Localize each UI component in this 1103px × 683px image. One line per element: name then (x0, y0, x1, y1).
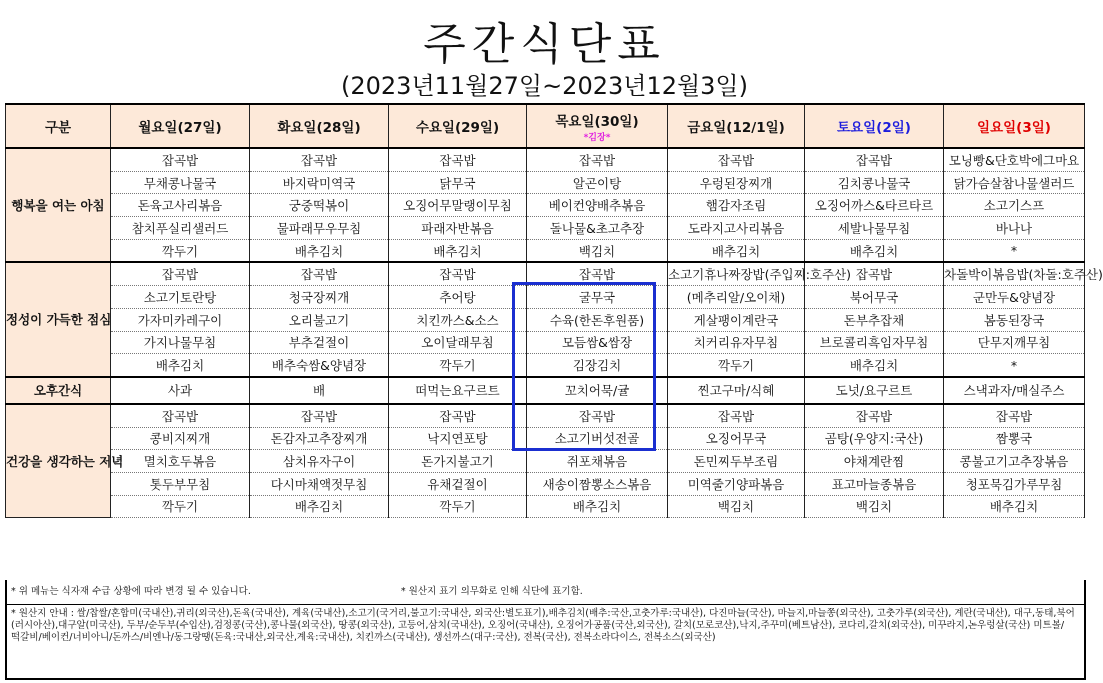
menu-item-dinner-mon: 잡곡밥 (111, 404, 250, 427)
menu-item-lunch-mon: 소고기토란탕 (111, 286, 250, 309)
notes-line1 (7, 580, 1084, 605)
menu-item-breakfast-fri: 도라지고사리볶음 (668, 217, 805, 240)
menu-item-dinner-thu: 잡곡밥 (527, 404, 668, 427)
dinner-row (6, 404, 1085, 427)
menu-item-dinner-thu: 배추김치 (527, 495, 668, 518)
menu-item-lunch-wed: 추어탕 (389, 286, 527, 309)
menu-item-dinner-sun: 배추김치 (944, 495, 1085, 518)
lunch-row (6, 331, 1085, 354)
menu-item-dinner-sat: 잡곡밥 (805, 404, 944, 427)
breakfast-row (6, 239, 1085, 262)
weekly-menu-table (5, 103, 1103, 518)
menu-item-breakfast-fri: 우렁된장찌개 (668, 171, 805, 194)
menu-item-breakfast-sun: 닭가슴살참나물샐러드 (944, 171, 1085, 194)
menu-item-breakfast-thu: 잡곡밥 (527, 148, 668, 171)
menu-item-breakfast-sun: 바나나 (944, 217, 1085, 240)
menu-item-dinner-sun: 잡곡밥 (944, 404, 1085, 427)
menu-item-dinner-thu: 소고기버섯전골 (527, 427, 668, 450)
menu-item-dinner-sat: 야채계란찜 (805, 450, 944, 473)
menu-item-dinner-sat: 백김치 (805, 495, 944, 518)
menu-item-lunch-thu: 모듬쌈&쌈장 (527, 331, 668, 354)
menu-item-breakfast-mon: 잡곡밥 (111, 148, 250, 171)
menu-item-lunch-sun: 군만두&양념장 (944, 286, 1085, 309)
menu-item-breakfast-wed: 파래자반볶음 (389, 217, 527, 240)
dinner-row (6, 450, 1085, 473)
breakfast-row (6, 194, 1085, 217)
menu-item-lunch-wed: 치킨까스&소스 (389, 308, 527, 331)
menu-item-breakfast-sun: 소고기스프 (944, 194, 1085, 217)
menu-item-lunch-sun: 봄동된장국 (944, 308, 1085, 331)
menu-item-dinner-tue: 돈감자고추장찌개 (250, 427, 389, 450)
menu-item-lunch-tue: 잡곡밥 (250, 262, 389, 285)
menu-item-lunch-sat: 잡곡밥 (805, 262, 944, 285)
snack-item-wed: 떠먹는요구르트 (389, 377, 527, 404)
menu-item-dinner-mon: 톳두부무침 (111, 472, 250, 495)
menu-item-lunch-fri: 깍두기 (668, 354, 805, 377)
menu-item-lunch-mon: 잡곡밥 (111, 262, 250, 285)
menu-item-breakfast-sat: 오징어까스&타르타르 (805, 194, 944, 217)
menu-item-breakfast-fri: 햄감자조림 (668, 194, 805, 217)
menu-item-lunch-tue: 오리불고기 (250, 308, 389, 331)
menu-item-breakfast-mon: 돈육고사리볶음 (111, 194, 250, 217)
menu-item-breakfast-sun: 모닝빵&단호박에그마요 (944, 148, 1085, 171)
menu-item-dinner-tue: 잡곡밥 (250, 404, 389, 427)
menu-item-dinner-sat: 곰탕(우양지:국산) (805, 427, 944, 450)
header-row (6, 104, 1085, 148)
lunch-row (6, 354, 1085, 377)
menu-item-breakfast-sat: 김치콩나물국 (805, 171, 944, 194)
lunch-row (6, 286, 1085, 309)
snack-label: 오후간식 (6, 377, 111, 404)
menu-item-dinner-mon: 멸치호두볶음 (111, 450, 250, 473)
header-sat: 토요일(2일) (805, 104, 944, 148)
snack-item-fri: 찐고구마/식혜 (668, 377, 805, 404)
change-notice: * 위 메뉴는 식자재 수급 상황에 따라 변경 될 수 있습니다. (11, 586, 251, 597)
snack-item-tue: 배 (250, 377, 389, 404)
menu-item-dinner-sat: 표고마늘종볶음 (805, 472, 944, 495)
dinner-row (6, 495, 1085, 518)
menu-item-breakfast-thu: 돌나물&초고추장 (527, 217, 668, 240)
menu-item-breakfast-sat: 세발나물무침 (805, 217, 944, 240)
menu-item-dinner-wed: 깍두기 (389, 495, 527, 518)
menu-item-dinner-fri: 돈민찌두부조림 (668, 450, 805, 473)
menu-item-dinner-wed: 잡곡밥 (389, 404, 527, 427)
header-sun: 일요일(3일) (944, 104, 1085, 148)
snack-item-sun: 스낵과자/매실주스 (944, 377, 1085, 404)
menu-item-breakfast-fri: 배추김치 (668, 239, 805, 262)
dinner-row (6, 472, 1085, 495)
menu-item-dinner-fri: 오징어무국 (668, 427, 805, 450)
menu-item-dinner-thu: 쥐포채볶음 (527, 450, 668, 473)
breakfast-label: 행복을 여는 아침 (6, 148, 111, 262)
notes-box (5, 580, 1086, 680)
menu-item-dinner-tue: 배추김치 (250, 495, 389, 518)
menu-item-breakfast-tue: 잡곡밥 (250, 148, 389, 171)
menu-item-dinner-sun: 짬뽕국 (944, 427, 1085, 450)
menu-item-lunch-mon: 가자미카레구이 (111, 308, 250, 331)
menu-item-lunch-thu: 굴무국 (527, 286, 668, 309)
header-thu-label: 목요일(30일) (555, 113, 639, 130)
menu-item-dinner-tue: 삼치유자구이 (250, 450, 389, 473)
snack-item-thu: 꼬치어묵/귤 (527, 377, 668, 404)
menu-item-breakfast-tue: 물파래무우무침 (250, 217, 389, 240)
header-mon: 월요일(27일) (111, 104, 250, 148)
header-tue: 화요일(28일) (250, 104, 389, 148)
menu-item-lunch-mon: 가지나물무침 (111, 331, 250, 354)
lunch-label: 정성이 가득한 점심 (6, 262, 111, 376)
menu-item-lunch-thu: 김장김치 (527, 354, 668, 377)
menu-item-lunch-wed: 깍두기 (389, 354, 527, 377)
menu-item-breakfast-fri: 잡곡밥 (668, 148, 805, 171)
menu-item-breakfast-wed: 잡곡밥 (389, 148, 527, 171)
page-title: 주간식단표 (423, 19, 666, 70)
menu-item-breakfast-sun: * (944, 239, 1085, 262)
menu-item-lunch-fri: 소고기휴나짜장밥(주입찌:호주산) (668, 262, 805, 285)
menu-item-breakfast-mon: 참치푸실리샐러드 (111, 217, 250, 240)
menu-item-breakfast-mon: 깍두기 (111, 239, 250, 262)
menu-item-lunch-sat: 북어무국 (805, 286, 944, 309)
menu-item-lunch-fri: 치커리유자무침 (668, 331, 805, 354)
origin-notice: * 원산지 표기 의무화로 인해 식단에 표기함. (400, 586, 583, 597)
menu-item-dinner-mon: 깍두기 (111, 495, 250, 518)
menu-item-lunch-sun: * (944, 354, 1085, 377)
menu-item-breakfast-mon: 무채콩나물국 (111, 171, 250, 194)
menu-item-breakfast-tue: 바지락미역국 (250, 171, 389, 194)
menu-item-lunch-thu: 수육(한돈후원품) (527, 308, 668, 331)
menu-item-dinner-fri: 백김치 (668, 495, 805, 518)
menu-item-lunch-tue: 배추숙쌈&양념장 (250, 354, 389, 377)
menu-item-breakfast-tue: 궁중떡볶이 (250, 194, 389, 217)
header-category: 구분 (6, 104, 111, 148)
snack-row (6, 377, 1085, 404)
dinner-row (6, 427, 1085, 450)
menu-item-dinner-wed: 유채겉절이 (389, 472, 527, 495)
menu-item-lunch-mon: 배추김치 (111, 354, 250, 377)
breakfast-row (6, 217, 1085, 240)
menu-item-breakfast-sat: 배추김치 (805, 239, 944, 262)
header-thu (527, 104, 668, 148)
menu-item-lunch-sun: 단무지깨무침 (944, 331, 1085, 354)
breakfast-row (6, 148, 1085, 171)
menu-item-lunch-sat: 배추김치 (805, 354, 944, 377)
menu-item-breakfast-sat: 잡곡밥 (805, 148, 944, 171)
menu-item-dinner-thu: 새송이짬뽕소스볶음 (527, 472, 668, 495)
header-wed: 수요일(29일) (389, 104, 527, 148)
snack-item-sat: 도넛/요구르트 (805, 377, 944, 404)
menu-item-dinner-sun: 콩불고기고추장볶음 (944, 450, 1085, 473)
menu-item-breakfast-thu: 알곤이탕 (527, 171, 668, 194)
menu-item-lunch-wed: 잡곡밥 (389, 262, 527, 285)
menu-item-lunch-tue: 청국장찌개 (250, 286, 389, 309)
menu-item-dinner-sun: 청포묵김가루무침 (944, 472, 1085, 495)
menu-item-lunch-sun: 차돌박이볶음밥(차돌:호주산) (944, 262, 1085, 285)
menu-item-dinner-fri: 잡곡밥 (668, 404, 805, 427)
menu-item-dinner-wed: 낙지연포탕 (389, 427, 527, 450)
lunch-row (6, 308, 1085, 331)
menu-item-breakfast-wed: 오징어무말랭이무침 (389, 194, 527, 217)
menu-item-lunch-fri: 게살팽이계란국 (668, 308, 805, 331)
menu-item-breakfast-wed: 닭무국 (389, 171, 527, 194)
lunch-row (6, 262, 1085, 285)
menu-item-dinner-fri: 미역줄기양파볶음 (668, 472, 805, 495)
origin-info: * 원산지 안내 : 쌀/찹쌀/혼합미(국내산),귀리(외국산),돈육(국내산), 계육(국내산),소고기(국거리,불고기:국내산, 외국산:별도표기),배추김치(배추:국산,고춧가루:국내산), 다진마늘(국산), 마늘지,마늘쫑(외국산), 고춧가루(외국산), 계란(국내산), 대구,동태,북어(러시아산),대구알(미국산), 두부/순두부(수입산),검정콩(국산),콩나물(외국산), 땅콩(외국산), 고등어,삼치(국내산), 오징어(국내산), 오징어가공품(국산,외국산), 갈치(모로코산),낙지,주꾸미(베트남산), 코다리,갈치(외국산), 미꾸라지,논우렁살(국산) 미트볼/떡갈비/베이컨/너비아니/돈까스/비엔나/동그랑땡(돈육:국내산,외국산,계육:국내산), 치킨까스(국내산), 생선까스(대구:국산), 전복(국산), 전복소라다이스, 전복소스(외국산) (11, 608, 1075, 643)
kimjang-note: *김장* (583, 132, 611, 143)
menu-item-lunch-sat: 브로콜리흑임자무침 (805, 331, 944, 354)
header-fri: 금요일(12/1일) (668, 104, 805, 148)
menu-item-dinner-mon: 콩비지찌개 (111, 427, 250, 450)
menu-item-dinner-wed: 돈가지불고기 (389, 450, 527, 473)
menu-item-breakfast-thu: 베이컨양배추볶음 (527, 194, 668, 217)
menu-item-dinner-tue: 다시마채액젓무침 (250, 472, 389, 495)
dinner-label: 건강을 생각하는 저녁 (6, 404, 111, 518)
menu-item-breakfast-wed: 배추김치 (389, 239, 527, 262)
menu-item-breakfast-tue: 배추김치 (250, 239, 389, 262)
menu-item-breakfast-thu: 백김치 (527, 239, 668, 262)
menu-item-lunch-wed: 오이달래무침 (389, 331, 527, 354)
menu-item-lunch-thu: 잡곡밥 (527, 262, 668, 285)
snack-item-mon: 사과 (111, 377, 250, 404)
breakfast-row (6, 171, 1085, 194)
menu-item-lunch-fri: (메추리알/오이채) (668, 286, 805, 309)
menu-item-lunch-tue: 부추겉절이 (250, 331, 389, 354)
menu-item-lunch-sat: 돈부추잡채 (805, 308, 944, 331)
date-range: (2023년11월27일~2023년12월3일) (341, 72, 748, 100)
